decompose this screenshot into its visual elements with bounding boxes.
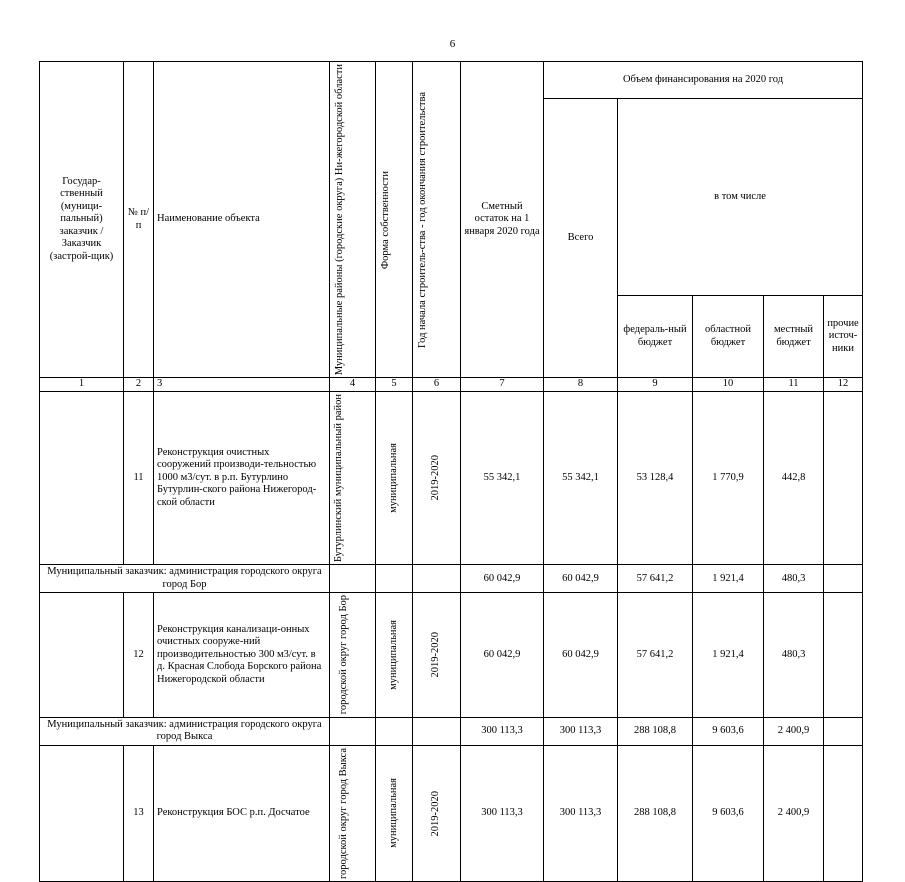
cell-regional: 1 921,4 (693, 593, 764, 717)
cell-total: 300 113,3 (544, 745, 618, 881)
cell-ownership: муниципальная (376, 593, 413, 717)
header-estimate: Сметный остаток на 1 января 2020 года (461, 62, 544, 378)
cell-object-name: Реконструкция очистных сооружений производи-тельностью 1000 м3/сут. в р.п. Бутурлино Бутурлин-ского района Нижегород-ской области (154, 392, 330, 565)
header-row-1 (40, 62, 863, 99)
cell-estimate: 55 342,1 (461, 392, 544, 565)
cell-total: 60 042,9 (544, 593, 618, 717)
header-years: Год начала строитель-ства - год окончания строительства (413, 62, 461, 378)
cell-federal: 57 641,2 (618, 593, 693, 717)
col-number: 9 (618, 378, 693, 392)
cell-estimate: 300 113,3 (461, 717, 544, 745)
col-number: 6 (413, 378, 461, 392)
header-total: Всего (544, 99, 618, 378)
col-number: 5 (376, 378, 413, 392)
page-number: 6 (449, 38, 456, 50)
cell-estimate: 60 042,9 (461, 593, 544, 717)
cell-years (413, 565, 461, 593)
header-districts: Муниципальные районы (городские округа) Ни-жегородской области (330, 62, 376, 378)
header-ownership: Форма собственности (376, 62, 413, 378)
cell-ownership: муниципальная (376, 392, 413, 565)
cell-regional: 9 603,6 (693, 745, 764, 881)
col-number: 2 (124, 378, 154, 392)
cell-local: 2 400,9 (764, 717, 824, 745)
cell-years (413, 717, 461, 745)
cell-other (824, 593, 863, 717)
cell-district (330, 717, 376, 745)
cell-estimate: 300 113,3 (461, 745, 544, 881)
header-including: в том числе (618, 99, 863, 296)
col-number: 11 (764, 378, 824, 392)
cell-other (824, 745, 863, 881)
col-number: 4 (330, 378, 376, 392)
header-object-name: Наименование объекта (154, 62, 330, 378)
customer-row (40, 717, 863, 745)
cell-federal: 288 108,8 (618, 717, 693, 745)
table-row (40, 745, 863, 881)
cell-other (824, 717, 863, 745)
cell-customer-name: Муниципальный заказчик: администрация городского округа город Бор (40, 565, 330, 593)
cell-object-name: Реконструкция канализаци-онных очистных сооруже-ний производительностью 300 м3/сут. в д. Красная Слобода Борского района Нижегородской области (154, 593, 330, 717)
cell-no: 12 (124, 593, 154, 717)
cell-years: 2019-2020 (413, 392, 461, 565)
cell-ownership (376, 717, 413, 745)
cell-customer (40, 392, 124, 565)
cell-district: Бутурлинский муниципальный район (330, 392, 376, 565)
financing-table (39, 61, 863, 882)
cell-regional: 1 770,9 (693, 392, 764, 565)
cell-federal: 53 128,4 (618, 392, 693, 565)
header-regional: областной бюджет (693, 296, 764, 378)
cell-district (330, 565, 376, 593)
col-number: 10 (693, 378, 764, 392)
cell-federal: 288 108,8 (618, 745, 693, 881)
cell-years: 2019-2020 (413, 593, 461, 717)
col-number: 12 (824, 378, 863, 392)
cell-total: 60 042,9 (544, 565, 618, 593)
cell-local: 2 400,9 (764, 745, 824, 881)
cell-years: 2019-2020 (413, 745, 461, 881)
cell-customer (40, 745, 124, 881)
header-financing: Объем финансирования на 2020 год (544, 62, 863, 99)
cell-federal: 57 641,2 (618, 565, 693, 593)
customer-row (40, 565, 863, 593)
cell-total: 55 342,1 (544, 392, 618, 565)
col-number: 1 (40, 378, 124, 392)
col-number: 8 (544, 378, 618, 392)
cell-ownership (376, 565, 413, 593)
cell-district: городской округ город Бор (330, 593, 376, 717)
cell-local: 480,3 (764, 565, 824, 593)
cell-regional: 1 921,4 (693, 565, 764, 593)
header-other: прочие источ-ники (824, 296, 863, 378)
cell-customer (40, 593, 124, 717)
column-number-row (40, 378, 863, 392)
cell-no: 11 (124, 392, 154, 565)
cell-regional: 9 603,6 (693, 717, 764, 745)
header-local: местный бюджет (764, 296, 824, 378)
table-row (40, 392, 863, 565)
table-row (40, 593, 863, 717)
cell-total: 300 113,3 (544, 717, 618, 745)
cell-other (824, 392, 863, 565)
col-number: 3 (154, 378, 330, 392)
cell-estimate: 60 042,9 (461, 565, 544, 593)
cell-other (824, 565, 863, 593)
cell-ownership: муниципальная (376, 745, 413, 881)
cell-object-name: Реконструкция БОС р.п. Досчатое (154, 745, 330, 881)
cell-customer-name: Муниципальный заказчик: администрация городского округа город Выкса (40, 717, 330, 745)
cell-local: 480,3 (764, 593, 824, 717)
header-customer: Государ-ственный (муници-пальный) заказчик / Заказчик (застрой-щик) (40, 62, 124, 378)
header-no: № п/п (124, 62, 154, 378)
cell-local: 442,8 (764, 392, 824, 565)
cell-no: 13 (124, 745, 154, 881)
cell-district: городской округ город Выкса (330, 745, 376, 881)
header-federal: федераль-ный бюджет (618, 296, 693, 378)
col-number: 7 (461, 378, 544, 392)
